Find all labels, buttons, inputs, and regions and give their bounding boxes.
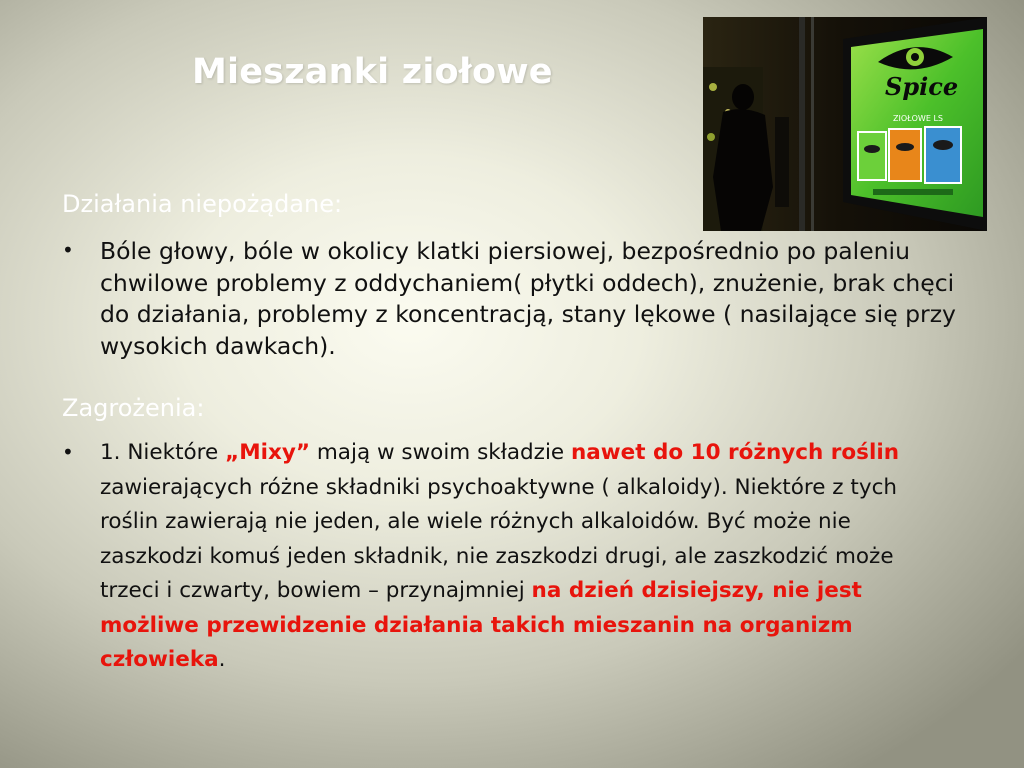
spice-sign <box>843 17 987 231</box>
threats-text-part: mają w swoim składzie <box>310 440 571 465</box>
section-heading-threats: Zagrożenia: <box>62 394 205 422</box>
threats-text-part: . <box>218 647 226 672</box>
highlight-plants: nawet do 10 różnych roślin <box>570 440 900 465</box>
slide-title: Mieszanki ziołowe <box>192 52 553 92</box>
threats-text-part: zawierających różne składniki psychoaktywne ( alkaloidy). Niektóre z tych roślin zawierają nie jeden, ale wiele różnych alkaloidów. Być może nie zaszkodzi komuś jeden składnik, nie zaszkodzi drugi, ale zaszkodzić może trzeci i czwarty, bowiem – przynajmniej <box>100 474 898 603</box>
highlight-warning: na dzień dzisiejszy, nie jest możliwe przewidzenie działania takich mieszanin na organizm człowieka <box>100 578 862 672</box>
sign-subtext: ZIOŁOWE LS <box>893 114 943 123</box>
highlight-mixy: „Mixy” <box>225 440 311 465</box>
spice-store-photo <box>703 17 987 231</box>
threats-text <box>100 436 950 678</box>
photo-illustration <box>703 17 987 231</box>
bullet-marker: • <box>62 440 74 464</box>
spice-logo-text: Spice <box>885 72 959 101</box>
spice-packets <box>858 127 961 183</box>
side-effects-text: Bóle głowy, bóle w okolicy klatki piersiowej, bezpośrednio po paleniu chwilowe problemy z oddychaniem( płytki oddech), znużenie, brak chęci do działania, problemy z koncentracją, stany lękowe ( nasilające się przy wysokich dawkach). <box>100 237 956 360</box>
section-heading-side-effects: Działania niepożądane: <box>62 190 343 218</box>
bullet-marker: • <box>62 238 74 262</box>
threats-text-part: 1. Niektóre <box>100 440 226 465</box>
